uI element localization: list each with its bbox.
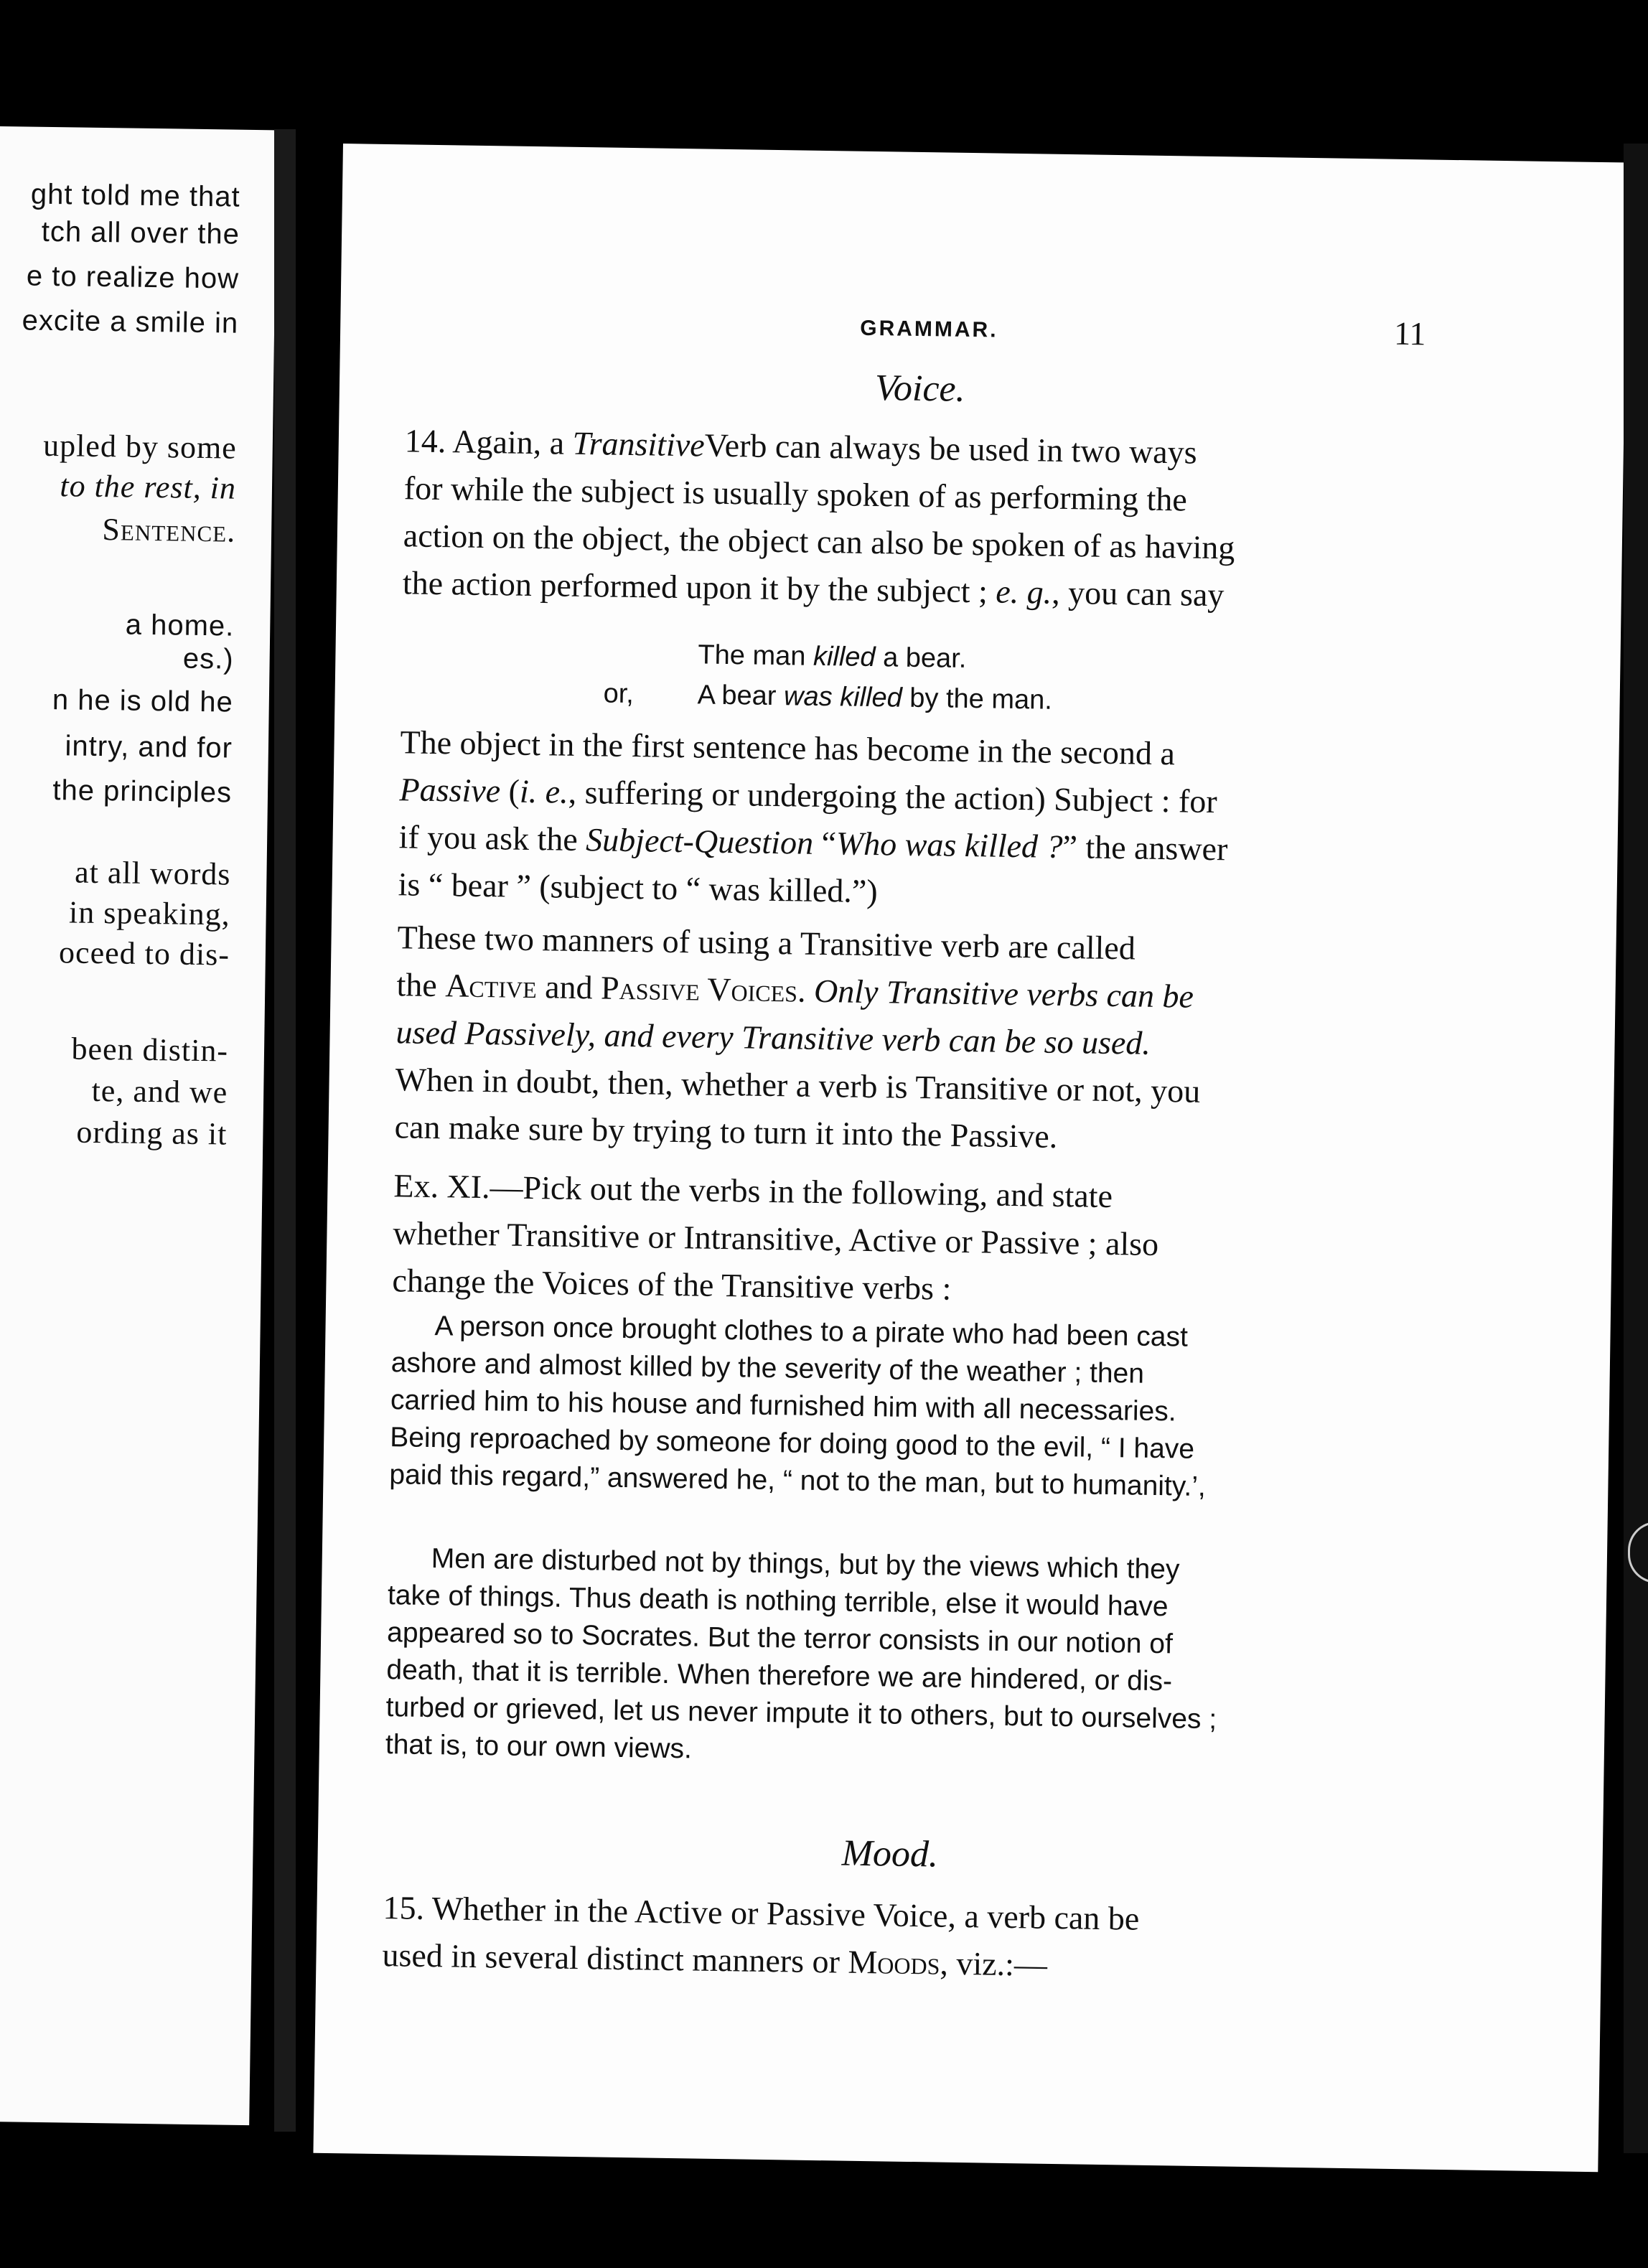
text-run-italic: Transitive [572, 424, 706, 464]
text-line: The object in the first sentence has become in the second a [400, 723, 1176, 772]
text-line: that is, to our own views. [385, 1729, 693, 1765]
text-run-italic: killed [813, 641, 876, 673]
text-line: action on the object, the object can also be spoken of as having [403, 517, 1235, 566]
left-line: excite a smile in [22, 304, 239, 339]
left-line: intry, and for [65, 730, 233, 764]
text-run-smallcaps: Moods [848, 1943, 940, 1982]
text-run: , suffering or undergoing the action) Subject : for [568, 773, 1217, 820]
left-line: ght told me that [30, 178, 240, 213]
text-run: ( [500, 772, 520, 810]
text-line: These two manners of using a Transitive verb are called [397, 919, 1136, 967]
page [313, 144, 1627, 2172]
left-line: e to realize how [26, 260, 240, 295]
left-line: at all words [74, 854, 231, 892]
text-run: . [797, 972, 815, 1009]
text-run: , viz.:— [940, 1944, 1048, 1983]
text-line: is “ bear ” (subject to “ was killed.”) [398, 866, 879, 910]
text-run-italic: i. e. [519, 772, 569, 810]
text-run: Verb can always be used in two ways [704, 426, 1197, 471]
page-edge-shadow [1624, 144, 1648, 2153]
left-line: te, and we [91, 1072, 228, 1110]
paragraph-number: 14. [404, 422, 446, 460]
text-line: for while the subject is usually spoken of as performing the [403, 469, 1188, 518]
text-line-italic: used Passively, and every Transitive verb can be so used. [395, 1013, 1151, 1062]
text-line: Ex. XI.—Pick out the verbs in the following, and state [393, 1167, 1113, 1215]
left-line: in speaking, [68, 894, 231, 932]
left-line: the principles [52, 774, 233, 809]
example-sentence-1 [698, 639, 967, 675]
text-run: the [396, 966, 446, 1004]
section-heading-mood: Mood. [841, 1832, 939, 1875]
left-line: been distin- [71, 1031, 229, 1069]
left-line: tch all over the [41, 215, 240, 250]
text-run-italic: e. g. [995, 573, 1052, 611]
text-run-smallcaps: Passive Voices [600, 969, 798, 1009]
running-head: GRAMMAR. [860, 316, 998, 342]
text-line: appeared so to Socrates. But the terror consists in our notion of [386, 1617, 1174, 1660]
left-line: ording as it [76, 1114, 228, 1152]
text-run-italic: Subject-Question [585, 821, 814, 861]
book-binding [274, 129, 296, 2132]
left-line: oceed to dis- [58, 934, 230, 973]
text-run: ” the answer [1062, 828, 1228, 868]
text-run-italic: Only Transitive verbs can be [813, 972, 1194, 1015]
left-line: a home. [125, 609, 235, 642]
left-line: es.) [182, 642, 234, 675]
example-sentence-2 [697, 680, 1052, 716]
text-line: take of things. Thus death is nothing terrible, else it would have [387, 1580, 1169, 1623]
paragraph-voices [394, 914, 1403, 1166]
text-run: a bear. [875, 642, 967, 674]
text-line: paid this regard,” answered he, “ not to the man, but to humanity.’, [389, 1459, 1207, 1503]
or-label: or, [603, 678, 635, 710]
paragraph-15 [382, 1884, 1388, 1994]
text-line: death, that it is terrible. When therefore we are hindered, or dis- [386, 1654, 1173, 1697]
text-run-italic: was killed [783, 681, 903, 713]
text-line: can make sure by trying to turn it into the Passive. [394, 1108, 1058, 1155]
text-run-smallcaps: Active [444, 967, 538, 1006]
exercise-passage-2 [385, 1540, 1219, 1776]
left-line: to the rest, in [60, 468, 237, 506]
paragraph-14 [402, 417, 1410, 622]
text-run-italic: Passive [399, 771, 501, 810]
text-run: A bear [697, 680, 785, 712]
text-run: the action performed upon it by the subject ; [402, 564, 996, 610]
text-run-italic: Who was killed ? [835, 825, 1063, 865]
left-line: Sentence. [102, 512, 236, 549]
text-line: Being reproached by someone for doing good to the evil, “ I have [389, 1422, 1195, 1465]
text-line: A person once brought clothes to a pirate who had been cast [434, 1311, 1189, 1353]
text-run: used in several distinct manners or [382, 1936, 848, 1980]
text-line: whether Transitive or Intransitive, Active or Passive ; also [393, 1214, 1159, 1263]
previous-page [0, 126, 277, 2125]
text-run: , you can say [1051, 573, 1225, 614]
section-heading-voice: Voice. [874, 367, 966, 410]
left-line: n he is old he [52, 684, 234, 718]
text-line: 15. Whether in the Active or Passive Voice, a verb can be [383, 1889, 1140, 1937]
text-run: and [536, 968, 601, 1006]
text-run: Again, a [451, 423, 573, 461]
exercise-instructions [392, 1162, 1399, 1319]
exercise-passage-1 [389, 1307, 1208, 1506]
text-line: Men are disturbed not by things, but by the views which they [431, 1543, 1180, 1585]
text-line: carried him to his house and furnished him with all necessaries. [390, 1384, 1176, 1428]
page-number: 11 [1393, 314, 1426, 352]
text-run: if you ask the [398, 818, 586, 858]
text-run: “ [813, 824, 837, 862]
paragraph-object [398, 718, 1405, 923]
text-run: by the man. [902, 683, 1053, 716]
left-line: upled by some [42, 427, 238, 466]
text-run: The man [698, 639, 814, 672]
text-line: turbed or grieved, let us never impute it to others, but to ourselves ; [385, 1692, 1217, 1735]
text-line: change the Voices of the Transitive verbs : [392, 1262, 952, 1307]
text-line: ashore and almost killed by the severity of the weather ; then [390, 1347, 1145, 1390]
text-line: When in doubt, then, whether a verb is Transitive or not, you [395, 1061, 1201, 1110]
